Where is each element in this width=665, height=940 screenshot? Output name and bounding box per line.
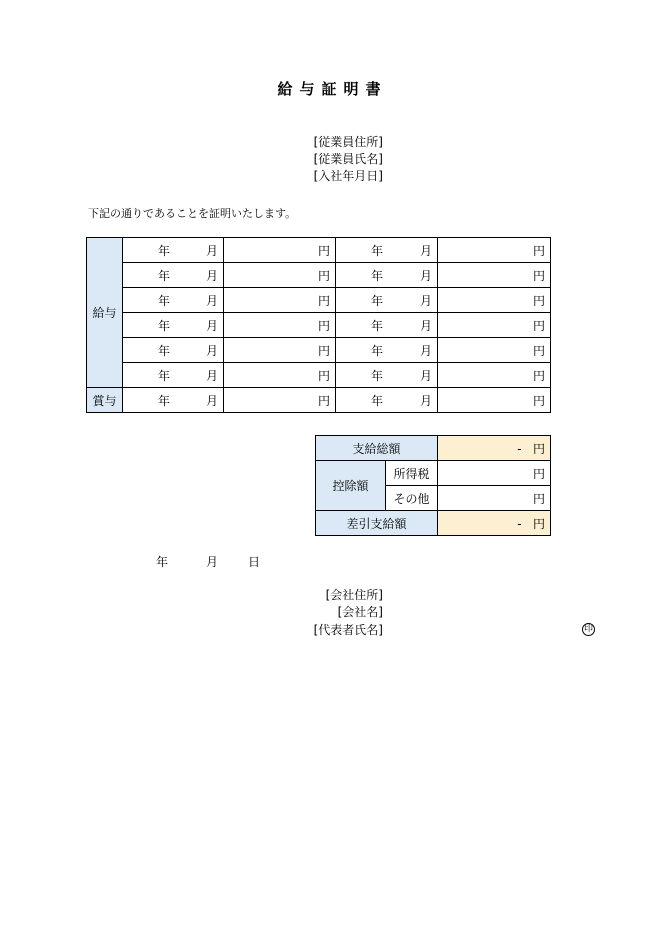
net-value: - 円 <box>438 511 551 536</box>
month-label: 月 <box>205 344 218 358</box>
salary-row <box>87 338 551 363</box>
employee-address: [従業員住所] <box>313 135 383 149</box>
date-day: 日 <box>248 555 261 569</box>
salary-row-amount: 円 <box>224 263 336 288</box>
year-label: 年 <box>371 294 384 308</box>
salary-row-year-month <box>336 363 438 388</box>
month-label: 月 <box>205 244 218 258</box>
salary-row <box>87 288 551 313</box>
year-label: 年 <box>371 394 384 408</box>
month-label: 月 <box>419 394 432 408</box>
year-label: 年 <box>371 369 384 383</box>
salary-row-amount: 円 <box>438 363 551 388</box>
salary-row-year-month <box>123 313 224 338</box>
month-label: 月 <box>419 344 432 358</box>
month-label: 月 <box>419 369 432 383</box>
month-label: 月 <box>419 269 432 283</box>
month-label: 月 <box>205 394 218 408</box>
bonus-row-amount: 円 <box>224 388 336 413</box>
total-label: 支給総額 <box>316 436 438 461</box>
total-value: - 円 <box>438 436 551 461</box>
income-tax-label: 所得税 <box>386 461 438 486</box>
month-label: 月 <box>205 294 218 308</box>
year-label: 年 <box>158 319 171 333</box>
company-name: [会社名] <box>337 605 383 619</box>
salary-row-year-month <box>336 313 438 338</box>
salary-row-year-month <box>123 363 224 388</box>
month-label: 月 <box>419 244 432 258</box>
salary-row <box>87 238 551 263</box>
salary-row-year-month <box>123 238 224 263</box>
net-row <box>316 511 551 536</box>
year-label: 年 <box>158 344 171 358</box>
deduction-label: 控除額 <box>316 461 386 511</box>
month-label: 月 <box>419 294 432 308</box>
date-month: 月 <box>206 555 219 569</box>
bonus-label: 賞与 <box>87 388 123 413</box>
salary-row-amount: 円 <box>224 338 336 363</box>
year-label: 年 <box>371 319 384 333</box>
year-label: 年 <box>158 269 171 283</box>
salary-row-amount: 円 <box>438 288 551 313</box>
salary-row-amount: 円 <box>224 238 336 263</box>
month-label: 月 <box>205 269 218 283</box>
salary-row-year-month <box>336 288 438 313</box>
salary-row <box>87 263 551 288</box>
date-year: 年 <box>156 555 169 569</box>
year-label: 年 <box>158 294 171 308</box>
salary-row-amount: 円 <box>438 313 551 338</box>
year-label: 年 <box>158 244 171 258</box>
representative-name: [代表者氏名] <box>313 623 383 637</box>
salary-row-year-month <box>123 288 224 313</box>
bonus-row <box>87 388 551 413</box>
month-label: 月 <box>419 319 432 333</box>
salary-row-year-month <box>336 238 438 263</box>
other-label: その他 <box>386 486 438 511</box>
page-title: 給与証明書 <box>277 80 388 98</box>
summary-table <box>315 435 551 536</box>
year-label: 年 <box>158 394 171 408</box>
salary-row-amount: 円 <box>438 238 551 263</box>
salary-row-year-month <box>123 263 224 288</box>
employee-name: [従業員氏名] <box>313 152 383 166</box>
income-tax-value: 円 <box>438 461 551 486</box>
year-label: 年 <box>371 344 384 358</box>
year-label: 年 <box>371 269 384 283</box>
salary-row <box>87 313 551 338</box>
salary-row-amount: 円 <box>224 363 336 388</box>
salary-row-year-month <box>336 263 438 288</box>
company-address: [会社住所] <box>325 588 383 602</box>
salary-table <box>86 237 551 413</box>
salary-row-amount: 円 <box>438 263 551 288</box>
salary-row-year-month <box>336 338 438 363</box>
net-label: 差引支給額 <box>316 511 438 536</box>
bonus-row-year-month <box>336 388 438 413</box>
salary-row-amount: 円 <box>224 313 336 338</box>
salary-label: 給与 <box>87 238 123 388</box>
salary-row-amount: 円 <box>224 288 336 313</box>
year-label: 年 <box>158 369 171 383</box>
bonus-row-amount: 円 <box>438 388 551 413</box>
seal-icon: 印 <box>583 624 593 634</box>
year-label: 年 <box>371 244 384 258</box>
total-row <box>316 436 551 461</box>
salary-row-year-month <box>123 338 224 363</box>
bonus-row-year-month <box>123 388 224 413</box>
income-tax-row <box>316 461 551 486</box>
month-label: 月 <box>205 369 218 383</box>
month-label: 月 <box>205 319 218 333</box>
salary-row <box>87 363 551 388</box>
employee-joined-date: [入社年月日] <box>313 169 383 183</box>
intro-text: 下記の通りであることを証明いたします。 <box>88 207 297 220</box>
other-value: 円 <box>438 486 551 511</box>
salary-row-amount: 円 <box>438 338 551 363</box>
